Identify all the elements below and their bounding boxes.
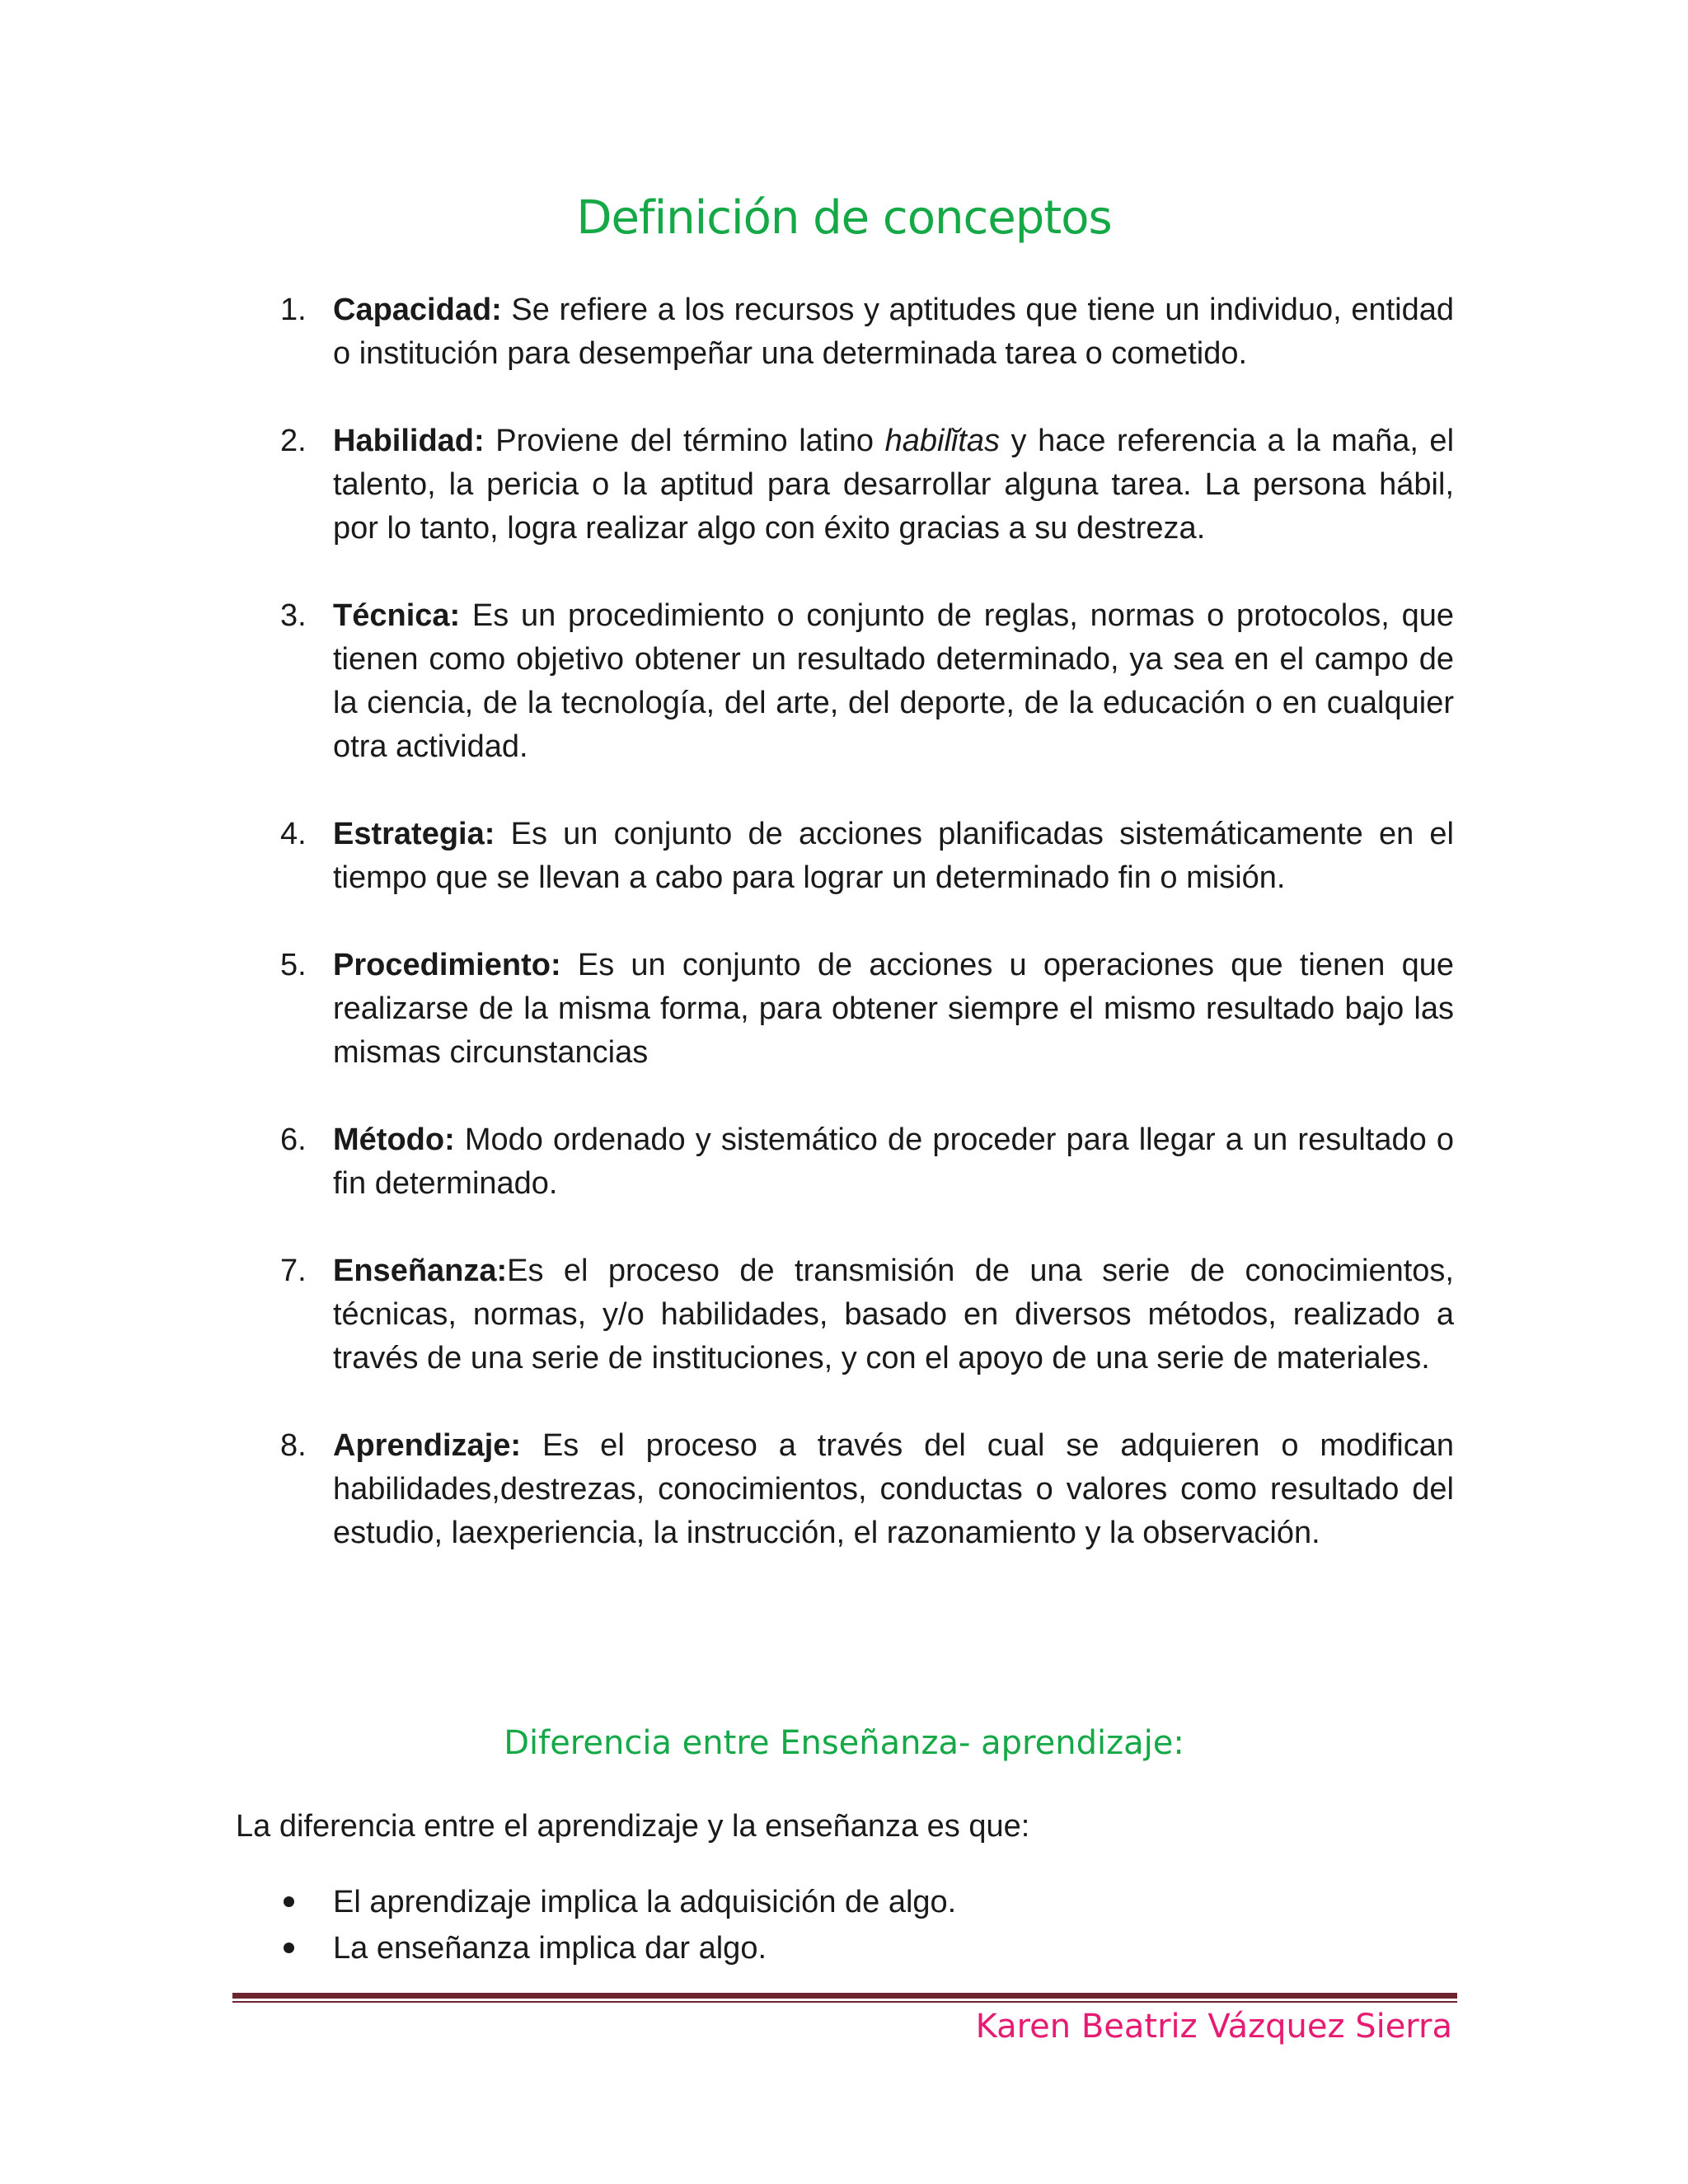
definition-item [280, 288, 1454, 376]
definition-text: Modo ordenado y sistemático de proceder para llegar a un resultado o fin determinado. [333, 1122, 1454, 1201]
definition-item [280, 944, 1454, 1075]
footer-divider [232, 1993, 1457, 1999]
definition-text: y hace referencia a la maña, el talento, la pericia o la aptitud para desarrollar alguna tarea. La persona hábil, por lo tanto, logra realizar algo con éxito gracias a su destreza. [333, 424, 1455, 546]
page-title: Definición de conceptos [576, 191, 1112, 245]
definition-term: Procedimiento: [333, 948, 561, 982]
definition-item [280, 1118, 1454, 1206]
latin-term: habilĭtas [884, 424, 1001, 458]
definition-text: Se refiere a los recursos y aptitudes que tiene un individuo, entidad o institución para desempeñar una determinada tarea o cometido. [333, 293, 1454, 371]
bullet-text: El aprendizaje implica la adquisición de algo. [333, 1885, 957, 1919]
item-number: 4. [280, 817, 307, 851]
item-number: 3. [280, 598, 307, 633]
bullet-text: La enseñanza implica dar algo. [333, 1931, 767, 1966]
bullet-icon [284, 1896, 294, 1907]
difference-bullet-list [280, 1879, 1454, 1971]
item-number: 5. [280, 948, 307, 982]
definitions-list [280, 288, 1454, 1599]
definition-term: Enseñanza: [333, 1254, 508, 1288]
item-number: 7. [280, 1254, 307, 1288]
definition-item [280, 1424, 1454, 1555]
footer-divider-thin [232, 2001, 1457, 2003]
intro-paragraph: La diferencia entre el aprendizaje y la enseñanza es que: [236, 1809, 1030, 1844]
definition-text: Es un procedimiento o conjunto de reglas, normas o protocolos, que tienen como objetivo obtener un resultado determinado, ya sea en el campo de la ciencia, de la tecnología, del arte, del deporte, de la educación o en cualquier otra actividad. [333, 598, 1454, 764]
definition-text: Es el proceso a través del cual se adquieren o modifican habilidades,destrezas, conocimientos, conductas o valores como resultado del estudio, laexperiencia, la instrucción, el razonamiento y la observación. [333, 1428, 1454, 1550]
bullet-item [280, 1925, 1454, 1971]
definition-term: Técnica: [333, 598, 461, 633]
bullet-item [280, 1879, 1454, 1925]
definition-text-intro: Proviene del término latino [484, 424, 885, 458]
section-subtitle: Diferencia entre Enseñanza- aprendizaje: [504, 1724, 1184, 1762]
definition-term: Aprendizaje: [333, 1428, 522, 1463]
definition-item [280, 813, 1454, 900]
bullet-icon [284, 1943, 294, 1953]
definition-item [280, 419, 1454, 551]
definition-term: Método: [333, 1122, 455, 1157]
footer-author: Karen Beatriz Vázquez Sierra [975, 2008, 1452, 2046]
item-number: 8. [280, 1428, 307, 1463]
definition-item [280, 1249, 1454, 1380]
item-number: 6. [280, 1122, 307, 1157]
definition-term: Estrategia: [333, 817, 495, 851]
definition-term: Capacidad: [333, 293, 502, 327]
definition-term: Habilidad: [333, 424, 485, 458]
definition-text: Es un conjunto de acciones planificadas sistemáticamente en el tiempo que se llevan a cabo para lograr un determinado fin o misión. [333, 817, 1454, 895]
definition-text: Es un conjunto de acciones u operaciones que tienen que realizarse de la misma forma, para obtener siempre el mismo resultado bajo las mismas circunstancias [333, 948, 1454, 1070]
definition-item [280, 594, 1454, 769]
item-number: 1. [280, 293, 307, 327]
definition-text: Es el proceso de transmisión de una serie de conocimientos, técnicas, normas, y/o habilidades, basado en diversos métodos, realizado a través de una serie de instituciones, y con el apoyo de una serie de materiales. [333, 1254, 1454, 1376]
item-number: 2. [280, 424, 307, 458]
